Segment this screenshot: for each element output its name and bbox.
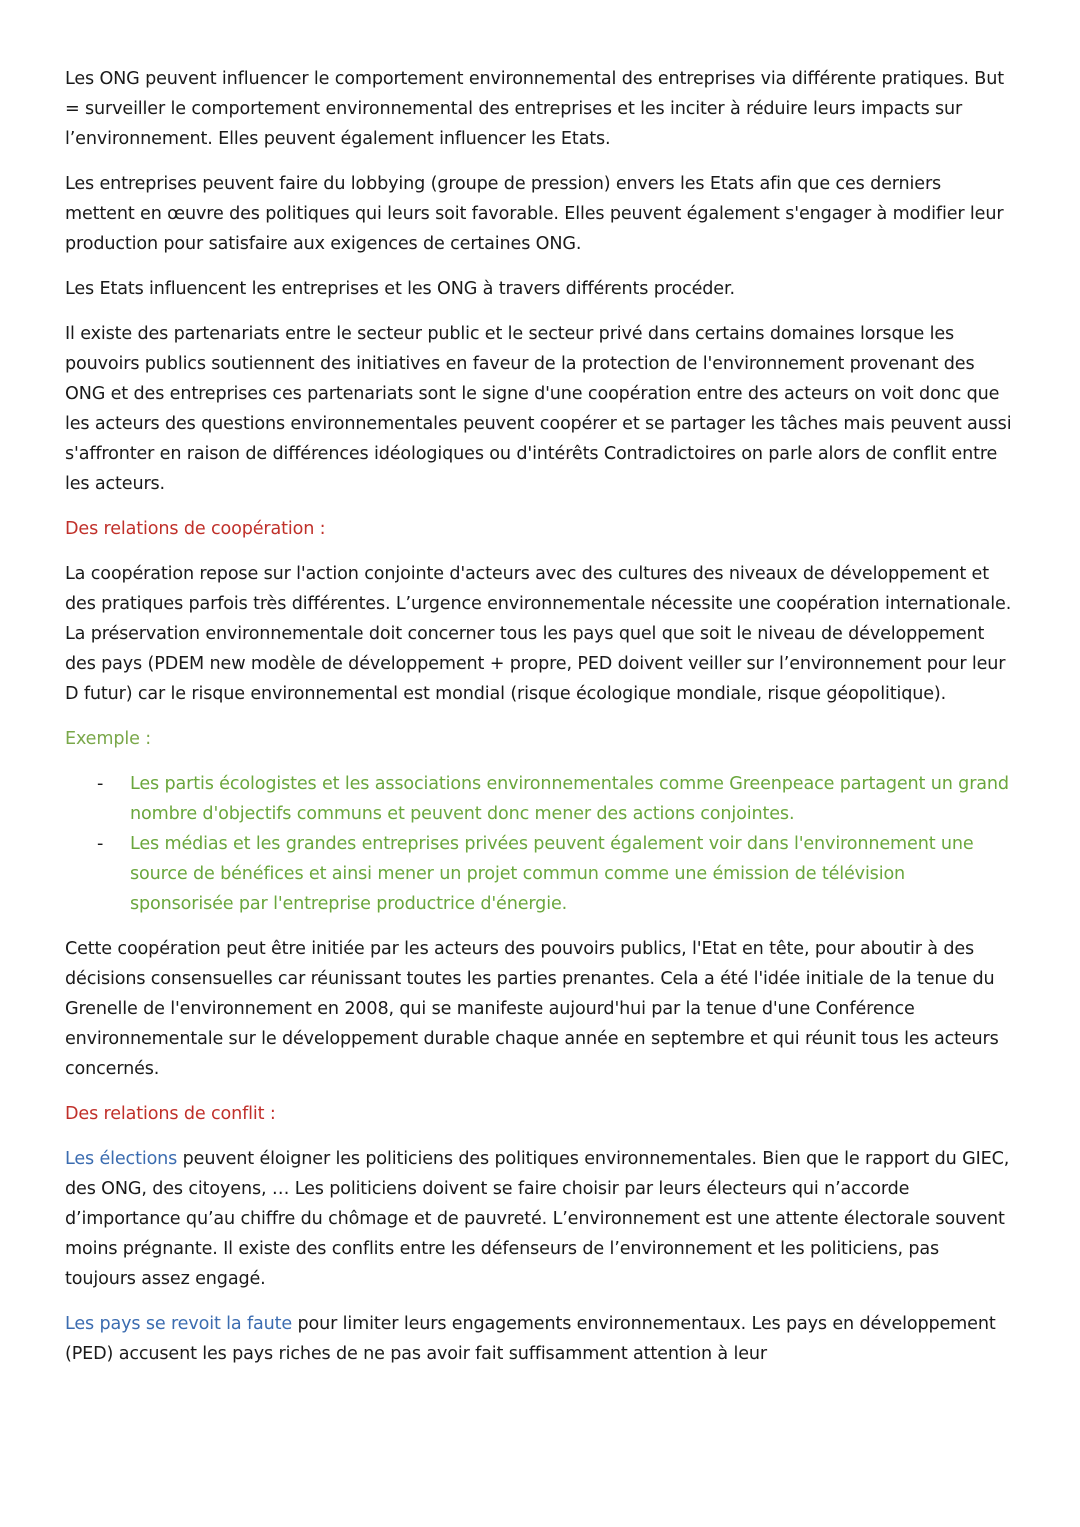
document-page xyxy=(65,64,1013,1384)
paragraph-pays-text: pour limiter leurs engagements environnementaux. Les pays en développement (PED) accusent les pays riches de ne pas avoir fait suffisamment attention à leur xyxy=(65,1314,996,1364)
example-text: Les médias et les grandes entreprises privées peuvent également voir dans l'environnement une source de bénéfices et ainsi mener un projet commun comme une émission de télévision sponsorisée par l'entreprise productrice d'énergie. xyxy=(130,834,974,914)
paragraph-cooperation: La coopération repose sur l'action conjointe d'acteurs avec des cultures des niveaux de développement et des pratiques parfois très différentes. L’urgence environnementale nécessite une coopération internationale. La préservation environnementale doit concerner tous les pays quel que soit le niveau de développement des pays (PDEM new modèle de développement + propre, PED doivent veiller sur l’environnement pour leur D futur) car le risque environnemental est mondial (risque écologique mondiale, risque géopolitique). xyxy=(65,564,1012,704)
bullet-dash: - xyxy=(97,834,104,854)
paragraph-elections xyxy=(65,1144,1013,1294)
paragraph-cooperation-etat: Cette coopération peut être initiée par les acteurs des pouvoirs publics, l'Etat en tête, pour aboutir à des décisions consensuelles car réunissant toutes les parties prenantes. Cela a été l'idée initiale de la tenue du Grenelle de l'environnement en 2008, qui se manifeste aujourd'hui par la tenue d'une Conférence environnementale sur le développement durable chaque année en septembre et qui réunit tous les acteurs concernés. xyxy=(65,939,999,1079)
highlight-elections: Les élections xyxy=(65,1149,178,1169)
example-text: Les partis écologistes et les associations environnementales comme Greenpeace partagent un grand nombre d'objectifs communs et peuvent donc mener des actions conjointes. xyxy=(130,774,1009,824)
paragraph-etats: Les Etats influencent les entreprises et les ONG à travers différents procéder. xyxy=(65,279,735,299)
list-item xyxy=(97,829,1013,919)
paragraph-pays xyxy=(65,1309,1013,1369)
bullet-dash: - xyxy=(97,774,104,794)
heading-cooperation: Des relations de coopération : xyxy=(65,519,326,539)
highlight-pays: Les pays se revoit la faute xyxy=(65,1314,293,1334)
heading-conflit: Des relations de conflit : xyxy=(65,1104,276,1124)
paragraph-ong: Les ONG peuvent influencer le comportement environnemental des entreprises via différente pratiques. But = surveiller le comportement environnemental des entreprises et les inciter à réduire leurs impacts sur l’environnement. Elles peuvent également influencer les Etats. xyxy=(65,69,1004,149)
paragraph-entreprises: Les entreprises peuvent faire du lobbying (groupe de pression) envers les Etats afin que ces derniers mettent en œuvre des politiques qui leurs soit favorable. Elles peuvent également s'engager à modifier leur production pour satisfaire aux exigences de certaines ONG. xyxy=(65,174,1004,254)
paragraph-partenariats: Il existe des partenariats entre le secteur public et le secteur privé dans certains domaines lorsque les pouvoirs publics soutiennent des initiatives en faveur de la protection de l'environnement provenant des ONG et des entreprises ces partenariats sont le signe d'une coopération entre des acteurs on voit donc que les acteurs des questions environnementales peuvent coopérer et se partager les tâches mais peuvent aussi s'affronter en raison de différences idéologiques ou d'intérêts Contradictoires on parle alors de conflit entre les acteurs. xyxy=(65,324,1012,494)
paragraph-elections-text: peuvent éloigner les politiciens des politiques environnementales. Bien que le rapport du GIEC, des ONG, des citoyens, … Les politiciens doivent se faire choisir par leurs électeurs qui n’accorde d’importance qu’au chiffre du chômage et de pauvreté. L’environnement est une attente électorale souvent moins prégnante. Il existe des conflits entre les défenseurs de l’environnement et les politiciens, pas toujours assez engagé. xyxy=(65,1149,1010,1289)
example-list xyxy=(65,769,1013,919)
example-title: Exemple : xyxy=(65,729,152,749)
list-item xyxy=(97,769,1013,829)
